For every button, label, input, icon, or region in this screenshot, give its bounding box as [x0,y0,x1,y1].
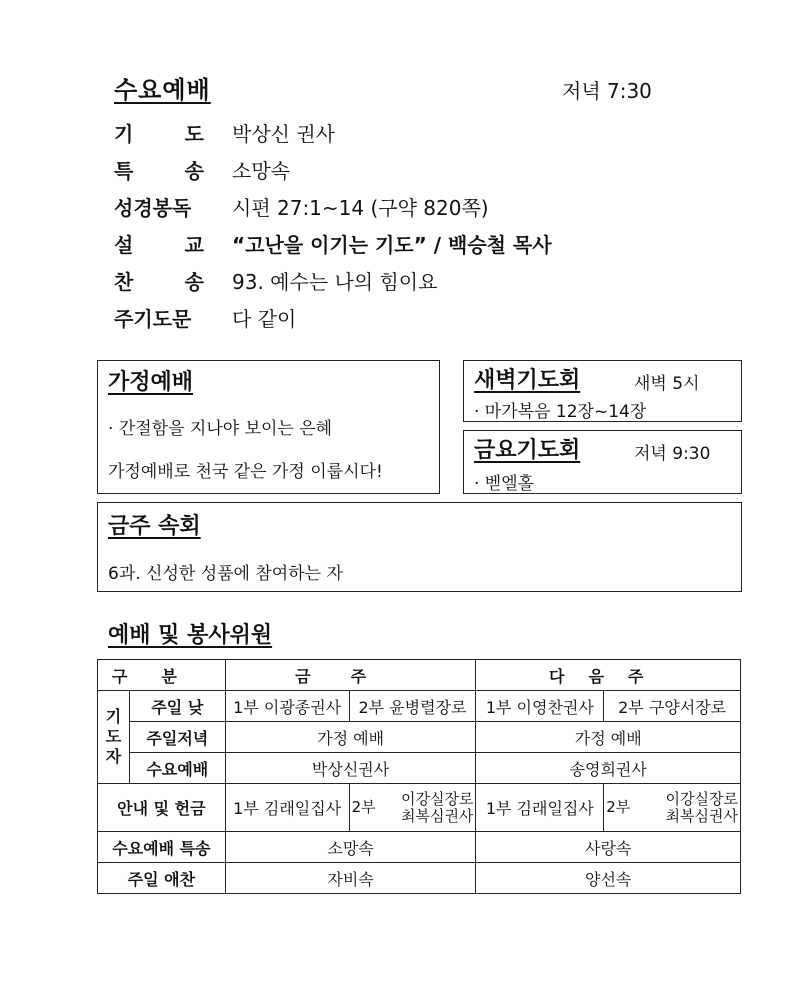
cell-value-part: 최복심권사 [400,806,474,825]
dawn-prayer-box [463,360,742,422]
family-worship-box [97,360,440,494]
row-label: 수요예배 특송 [98,832,226,863]
family-worship-line: 가정예배로 천국 같은 가정 이룹시다! [108,462,383,482]
wednesday-service-title: 수요예배 [114,76,211,104]
header-next-week: 다음주 [476,660,741,691]
cell-value: 가정 예배 [476,722,741,753]
table-row [98,863,741,894]
header-this-week: 금주 [225,660,476,691]
cell-value: 소망속 [225,832,476,863]
table-row [98,753,741,784]
order-label: 기 도 [114,122,204,146]
cell-value-part: 2부 [606,798,631,816]
friday-prayer-box [463,430,742,494]
dawn-prayer-title: 새벽기도회 [474,368,581,393]
order-value: 다 같이 [232,307,297,331]
friday-prayer-title: 금요기도회 [474,438,581,463]
cell-value: 가정 예배 [225,722,476,753]
cell-value-split [604,784,741,832]
cell-value: 사랑속 [476,832,741,863]
table-row [98,691,741,722]
order-value: 박상신 권사 [232,122,335,146]
cell-value-part: 이강실장로 [665,789,738,808]
order-label: 설 교 [114,233,204,257]
cell-value: 1부 이영찬권사 [476,691,604,722]
header-category: 구분 [98,660,226,691]
row-label: 안내 및 헌금 [98,784,226,832]
cell-group-title: 금주 속회 [108,514,201,539]
family-worship-title: 가정예배 [108,370,194,395]
cell-value: 박상신권사 [225,753,476,784]
table-row [98,784,741,832]
cell-value: 2부 구양서장로 [604,691,741,722]
cell-value: 1부 이광종권사 [225,691,349,722]
cell-value: 2부 윤병렬장로 [349,691,476,722]
cell-value: 자비속 [225,863,476,894]
row-label: 주일저녁 [129,722,225,753]
table-row [98,832,741,863]
dawn-prayer-text: · 마가복음 12장~14장 [474,402,647,422]
dawn-prayer-time: 새벽 5시 [634,374,700,394]
family-worship-line: · 간절함을 지나야 보이는 은혜 [108,419,333,439]
cell-group-box [97,502,742,592]
cell-value-part: 이강실장로 [400,789,474,808]
cell-value-part: 2부 [351,798,376,816]
cell-group-text: 6과. 신성한 성품에 참여하는 자 [108,564,343,584]
table-row [98,722,741,753]
cell-value: 1부 김래일집사 [225,784,349,832]
order-label: 특 송 [114,159,204,183]
order-value: 시편 27:1~14 (구약 820쪽) [232,196,489,220]
row-label: 주일 애찬 [98,863,226,894]
prayer-group-label: 기 도 자 [98,691,130,784]
cell-value-split [349,784,476,832]
order-value: 93. 예수는 나의 힘이요 [232,270,438,294]
order-value: 소망속 [232,159,290,183]
cell-value-part: 최복심권사 [665,806,738,825]
cell-value: 1부 김래일집사 [476,784,604,832]
order-value: “고난을 이기는 기도” / 백승철 목사 [232,233,552,257]
row-label: 주일 낮 [129,691,225,722]
friday-prayer-text: · 벧엘홀 [474,474,535,494]
duty-roster-title: 예배 및 봉사위원 [108,623,273,648]
friday-prayer-time: 저녁 9:30 [634,444,711,464]
order-label: 성경봉독 [114,196,192,220]
cell-value: 송영희권사 [476,753,741,784]
order-label: 주기도문 [114,307,192,331]
order-label: 찬 송 [114,270,204,294]
cell-value: 양선속 [476,863,741,894]
table-header-row [98,660,741,691]
wednesday-service-time: 저녁 7:30 [562,79,652,103]
row-label: 수요예배 [129,753,225,784]
duty-roster-table [97,659,741,894]
